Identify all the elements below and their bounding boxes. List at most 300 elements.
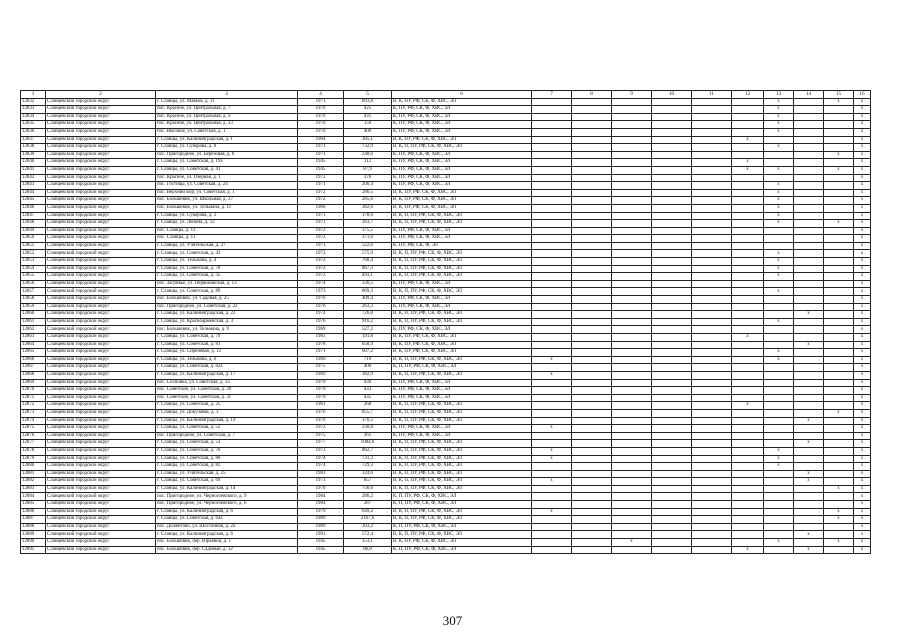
cell-m13: x: [764, 182, 794, 190]
cell-m7: [532, 417, 572, 425]
cell-m8: [572, 356, 612, 364]
cell-district: Сланцевский городской округ: [46, 265, 156, 273]
cell-m11: [692, 151, 732, 159]
cell-m15: [824, 493, 854, 501]
cell-systems: В, К, П, ПУ, РФ, СК, Ф, ХВС, ЭЛ: [392, 356, 532, 364]
cell-year: 1969: [298, 371, 344, 379]
cell-district: Сланцевский городской округ: [46, 197, 156, 205]
cell-systems: В, К, ПУ, РФ, СК, Ф, ХВС, ЭЛ: [392, 98, 532, 106]
cell-systems: В, К, П, ПУ, РФ, СК, Ф, ХВС, ЭЛ: [392, 273, 532, 281]
cell-district: Сланцевский городской округ: [46, 402, 156, 410]
header-cell: 3: [156, 91, 298, 99]
cell-m16: x: [854, 508, 871, 516]
cell-m16: x: [854, 417, 871, 425]
cell-area: 658,9: [344, 341, 392, 349]
cell-m7: [532, 106, 572, 114]
cell-area: 430: [344, 379, 392, 387]
cell-m16: x: [854, 379, 871, 387]
cell-m7: [532, 121, 572, 129]
cell-m14: [794, 144, 824, 152]
cell-systems: К, ПУ, РФ, СК, Ф, ХВС, ЭЛ: [392, 425, 532, 433]
table-row: [21, 478, 871, 486]
cell-m13: x: [764, 113, 794, 121]
cell-m8: [572, 371, 612, 379]
cell-year: 1984: [298, 493, 344, 501]
cell-m9: [612, 303, 652, 311]
cell-m15: [824, 250, 854, 258]
cell-m8: [572, 516, 612, 524]
table-row: [21, 447, 871, 455]
cell-systems: В, К, ПУ, РФ, СК, Ф, ХВС, ЭЛ: [392, 204, 532, 212]
cell-systems: В, К, ПУ, РФ, СК, Ф, ХВС, ЭЛ: [392, 341, 532, 349]
cell-m13: x: [764, 273, 794, 281]
cell-m7: [532, 364, 572, 372]
table-row: [21, 409, 871, 417]
cell-systems: В, К, П, ПУ, РФ, СК, Ф, ХВС, ЭЛ: [392, 288, 532, 296]
cell-area: 572,4: [344, 531, 392, 539]
cell-m7: [532, 463, 572, 471]
cell-m14: [794, 250, 824, 258]
cell-id: 12833: [21, 106, 46, 114]
cell-district: Сланцевский городской округ: [46, 387, 156, 395]
cell-area: 305,1: [344, 136, 392, 144]
cell-id: 12889: [21, 531, 46, 539]
cell-m15: [824, 341, 854, 349]
cell-m15: [824, 523, 854, 531]
cell-m8: [572, 227, 612, 235]
cell-id: 12888: [21, 523, 46, 531]
cell-m12: [732, 220, 764, 228]
cell-year: 1961: [298, 402, 344, 410]
cell-m11: [692, 220, 732, 228]
cell-address: г. Сланцы, ул. Советская, д. 64а: [156, 516, 298, 524]
cell-area: 86,8: [344, 546, 392, 554]
cell-m7: [532, 98, 572, 106]
cell-m9: [612, 523, 652, 531]
cell-area: 719: [344, 356, 392, 364]
cell-m12: [732, 478, 764, 486]
cell-m16: x: [854, 432, 871, 440]
cell-m8: [572, 470, 612, 478]
cell-year: 1971: [298, 182, 344, 190]
cell-area: 756,6: [344, 485, 392, 493]
cell-district: Сланцевский городской округ: [46, 296, 156, 304]
cell-m13: [764, 311, 794, 319]
table-row: [21, 227, 871, 235]
cell-district: Сланцевский городской округ: [46, 311, 156, 319]
cell-m15: [824, 288, 854, 296]
cell-m16: x: [854, 204, 871, 212]
cell-m10: [652, 508, 692, 516]
cell-systems: В, К, П, ПУ, РФ, СК, Ф, ХВС, ЭЛ: [392, 371, 532, 379]
cell-m13: [764, 387, 794, 395]
cell-m8: [572, 432, 612, 440]
cell-district: Сланцевский городской округ: [46, 371, 156, 379]
cell-area: 263,3: [344, 303, 392, 311]
cell-year: 1970: [298, 128, 344, 136]
cell-m7: [532, 546, 572, 554]
cell-area: 726,8: [344, 311, 392, 319]
cell-id: 12862: [21, 326, 46, 334]
cell-m15: x: [824, 166, 854, 174]
cell-systems: К, ПУ, РФ, СК, Ф, ХВС, ЭЛ: [392, 113, 532, 121]
cell-m10: [652, 166, 692, 174]
cell-m14: [794, 288, 824, 296]
header-cell: 10: [652, 91, 692, 99]
cell-address: пос. Большевик, пер. Юрьевой, д. 1: [156, 539, 298, 547]
cell-year: 1972: [298, 189, 344, 197]
cell-m11: [692, 326, 732, 334]
cell-m11: [692, 508, 732, 516]
cell-m7: x: [532, 425, 572, 433]
cell-year: 1969: [298, 356, 344, 364]
cell-m15: [824, 546, 854, 554]
cell-m14: [794, 485, 824, 493]
cell-m8: [572, 508, 612, 516]
cell-m7: [532, 296, 572, 304]
cell-m11: [692, 485, 732, 493]
cell-m10: [652, 265, 692, 273]
cell-m9: [612, 432, 652, 440]
cell-address: г. Сланцы, ул. Калининградская, д. 14: [156, 485, 298, 493]
cell-systems: К, ПУ, РФ, СК, Ф, ХВС, ЭЛ: [392, 159, 532, 167]
cell-m10: [652, 258, 692, 266]
cell-m7: [532, 212, 572, 220]
table-row: [21, 273, 871, 281]
cell-area: 522,6: [344, 242, 392, 250]
cell-m16: x: [854, 341, 871, 349]
cell-m11: [692, 470, 732, 478]
cell-m16: x: [854, 235, 871, 243]
cell-district: Сланцевский городской округ: [46, 546, 156, 554]
cell-m15: [824, 447, 854, 455]
header-cell: 1: [21, 91, 46, 99]
cell-m15: [824, 159, 854, 167]
cell-m13: x: [764, 220, 794, 228]
cell-m10: [652, 242, 692, 250]
cell-m15: [824, 235, 854, 243]
table-row: [21, 212, 871, 220]
cell-district: Сланцевский городской округ: [46, 258, 156, 266]
cell-m9: x: [612, 539, 652, 547]
cell-year: 1975: [298, 364, 344, 372]
cell-m11: [692, 250, 732, 258]
cell-m12: [732, 349, 764, 357]
register-sheet: [20, 90, 865, 554]
cell-m13: [764, 371, 794, 379]
cell-m13: [764, 280, 794, 288]
cell-systems: К, ПУ, РФ, СК, Ф, ХВС, ЭЛ: [392, 296, 532, 304]
cell-m13: x: [764, 144, 794, 152]
cell-m7: [532, 516, 572, 524]
cell-m10: [652, 197, 692, 205]
cell-address: г. Сланцы, ул. Калининградская, д. 17: [156, 371, 298, 379]
cell-m10: [652, 394, 692, 402]
cell-m8: [572, 265, 612, 273]
cell-m10: [652, 501, 692, 509]
cell-m9: [612, 159, 652, 167]
cell-m13: x: [764, 106, 794, 114]
cell-address: г. Сланцы, ул. Калининградская, д. 6: [156, 531, 298, 539]
cell-m11: [692, 531, 732, 539]
cell-district: Сланцевский городской округ: [46, 364, 156, 372]
cell-m10: [652, 113, 692, 121]
cell-m9: [612, 151, 652, 159]
cell-m7: [532, 250, 572, 258]
cell-area: 575,9: [344, 250, 392, 258]
cell-m9: [612, 485, 652, 493]
cell-m8: [572, 212, 612, 220]
cell-address: г. Сланцы, ул. Советская, д. 43: [156, 250, 298, 258]
cell-m8: [572, 402, 612, 410]
cell-m13: x: [764, 197, 794, 205]
cell-m8: [572, 235, 612, 243]
cell-m9: [612, 98, 652, 106]
cell-m16: x: [854, 409, 871, 417]
cell-address: пос. Пригородное, ул. Березовая, д. 8: [156, 151, 298, 159]
cell-m10: [652, 387, 692, 395]
cell-m11: [692, 227, 732, 235]
cell-m8: [572, 136, 612, 144]
cell-m12: [732, 258, 764, 266]
cell-m16: x: [854, 128, 871, 136]
cell-m7: [532, 523, 572, 531]
cell-address: г. Сланцы, ул. Маяков, д. 11: [156, 98, 298, 106]
cell-area: 893,8: [344, 98, 392, 106]
cell-district: Сланцевский городской округ: [46, 531, 156, 539]
header-cell: 2: [46, 91, 156, 99]
cell-m12: [732, 455, 764, 463]
cell-m12: [732, 485, 764, 493]
cell-m11: [692, 273, 732, 281]
table-row: [21, 242, 871, 250]
cell-district: Сланцевский городской округ: [46, 166, 156, 174]
cell-m14: [794, 151, 824, 159]
cell-m11: [692, 296, 732, 304]
cell-m10: [652, 425, 692, 433]
cell-year: 1972: [298, 227, 344, 235]
cell-m11: [692, 318, 732, 326]
cell-address: пос. Советское, ул. Советская, д. 39: [156, 387, 298, 395]
cell-m9: [612, 478, 652, 486]
cell-m8: [572, 539, 612, 547]
cell-m12: [732, 106, 764, 114]
cell-m14: [794, 235, 824, 243]
cell-m7: [532, 136, 572, 144]
cell-district: Сланцевский городской округ: [46, 356, 156, 364]
header-cell: 12: [732, 91, 764, 99]
header-cell: 4: [298, 91, 344, 99]
table-row: [21, 371, 871, 379]
cell-m9: [612, 227, 652, 235]
cell-m7: x: [532, 356, 572, 364]
cell-area: 230,8: [344, 425, 392, 433]
cell-address: г. Сланцы, ул. Советская, д. 35: [156, 273, 298, 281]
cell-m10: [652, 159, 692, 167]
cell-m16: x: [854, 478, 871, 486]
table-row: [21, 98, 871, 106]
cell-m10: [652, 182, 692, 190]
cell-m14: [794, 166, 824, 174]
cell-address: г. Сланцы, ул. Советская, д. 82: [156, 463, 298, 471]
cell-area: 400: [344, 128, 392, 136]
cell-m9: [612, 531, 652, 539]
cell-id: 12854: [21, 265, 46, 273]
cell-m10: [652, 311, 692, 319]
cell-m13: [764, 546, 794, 554]
cell-m10: [652, 493, 692, 501]
cell-m13: x: [764, 447, 794, 455]
table-row: [21, 128, 871, 136]
table-row: [21, 113, 871, 121]
cell-m8: [572, 98, 612, 106]
cell-m15: [824, 402, 854, 410]
cell-m12: x: [732, 334, 764, 342]
cell-area: 286,2: [344, 493, 392, 501]
cell-m11: [692, 128, 732, 136]
cell-m12: [732, 463, 764, 471]
cell-id: 12841: [21, 166, 46, 174]
cell-m16: x: [854, 402, 871, 410]
cell-m12: [732, 265, 764, 273]
cell-m10: [652, 128, 692, 136]
cell-m15: [824, 212, 854, 220]
cell-m9: [612, 220, 652, 228]
cell-m8: [572, 501, 612, 509]
cell-m13: [764, 326, 794, 334]
table-row: [21, 189, 871, 197]
cell-m9: [612, 425, 652, 433]
cell-m16: x: [854, 212, 871, 220]
cell-m10: [652, 151, 692, 159]
cell-m11: [692, 212, 732, 220]
table-row: [21, 220, 871, 228]
cell-m13: x: [764, 318, 794, 326]
cell-m13: [764, 432, 794, 440]
cell-m9: [612, 265, 652, 273]
cell-m15: [824, 174, 854, 182]
cell-area: 112: [344, 159, 392, 167]
cell-m10: [652, 447, 692, 455]
cell-m13: x: [764, 265, 794, 273]
cell-m8: [572, 379, 612, 387]
cell-area: 732,9: [344, 144, 392, 152]
cell-m16: x: [854, 447, 871, 455]
cell-m9: [612, 311, 652, 319]
cell-m15: [824, 197, 854, 205]
cell-m7: [532, 144, 572, 152]
cell-address: г. Сланцы, ул. Советская, д. 25: [156, 402, 298, 410]
cell-m14: [794, 364, 824, 372]
cell-m16: x: [854, 356, 871, 364]
cell-m14: x: [794, 478, 824, 486]
cell-area: 857: [344, 478, 392, 486]
table-row: [21, 539, 871, 547]
cell-m12: [732, 128, 764, 136]
cell-m12: [732, 227, 764, 235]
cell-m10: [652, 341, 692, 349]
cell-m11: [692, 371, 732, 379]
cell-address: г. Сланцы, ул. Калининградская, д. 6: [156, 508, 298, 516]
cell-address: пос. Большевик, ул. Садовая, д. 25: [156, 296, 298, 304]
cell-address: г. Сланцы, ул. Красноармейская, д. 3: [156, 318, 298, 326]
cell-address: пос. Красное, ул. Центральная, д. 9: [156, 113, 298, 121]
header-cell: 13: [764, 91, 794, 99]
cell-district: Сланцевский городской округ: [46, 432, 156, 440]
cell-m9: [612, 371, 652, 379]
table-row: [21, 296, 871, 304]
cell-m15: x: [824, 98, 854, 106]
cell-m9: [612, 447, 652, 455]
cell-m9: [612, 250, 652, 258]
cell-m11: [692, 387, 732, 395]
cell-m7: [532, 288, 572, 296]
cell-m10: [652, 273, 692, 281]
cell-m8: [572, 341, 612, 349]
cell-year: 1984: [298, 501, 344, 509]
cell-m14: [794, 508, 824, 516]
cell-year: 1972: [298, 273, 344, 281]
cell-m10: [652, 250, 692, 258]
cell-m12: [732, 531, 764, 539]
table-row: [21, 265, 871, 273]
cell-area: 375,5: [344, 227, 392, 235]
cell-year: 1971: [298, 98, 344, 106]
cell-m16: x: [854, 470, 871, 478]
cell-systems: К, ПУ, РФ, СК, Ф, ХВС, ЭЛ: [392, 227, 532, 235]
cell-m10: [652, 531, 692, 539]
cell-m7: [532, 235, 572, 243]
cell-address: пос. Пригородное, ул. Советская, д. 22: [156, 303, 298, 311]
cell-m8: [572, 296, 612, 304]
cell-address: пос. Высокое, ул. Советская, д. 1: [156, 128, 298, 136]
cell-m12: [732, 516, 764, 524]
cell-m8: [572, 425, 612, 433]
cell-m10: [652, 470, 692, 478]
cell-m9: [612, 288, 652, 296]
cell-district: Сланцевский городской округ: [46, 242, 156, 250]
cell-m16: x: [854, 98, 871, 106]
cell-m7: [532, 197, 572, 205]
cell-m11: [692, 334, 732, 342]
cell-m9: [612, 326, 652, 334]
cell-area: 268: [344, 402, 392, 410]
cell-address: пос. Верхний Бор, ул. Советская, д. 1: [156, 189, 298, 197]
cell-m8: [572, 121, 612, 129]
cell-id: 12884: [21, 493, 46, 501]
table-row: [21, 136, 871, 144]
cell-m8: [572, 326, 612, 334]
cell-m14: [794, 265, 824, 273]
cell-district: Сланцевский городской округ: [46, 280, 156, 288]
cell-address: пос. Пригородное, ул. Черногоевского, д. 6: [156, 501, 298, 509]
header-cell: 15: [824, 91, 854, 99]
cell-m14: [794, 409, 824, 417]
cell-m14: [794, 128, 824, 136]
cell-m7: [532, 227, 572, 235]
cell-systems: К, П, ПУ, РФ, СК, Ф, ХВС, ЭЛ: [392, 493, 532, 501]
cell-address: пос. Сланцы, д. 13: [156, 227, 298, 235]
cell-m11: [692, 189, 732, 197]
cell-m11: [692, 402, 732, 410]
cell-id: 12874: [21, 417, 46, 425]
cell-m8: [572, 493, 612, 501]
table-row: [21, 311, 871, 319]
cell-m12: [732, 273, 764, 281]
cell-district: Сланцевский городской округ: [46, 235, 156, 243]
cell-id: 12878: [21, 447, 46, 455]
cell-year: 1991: [298, 531, 344, 539]
